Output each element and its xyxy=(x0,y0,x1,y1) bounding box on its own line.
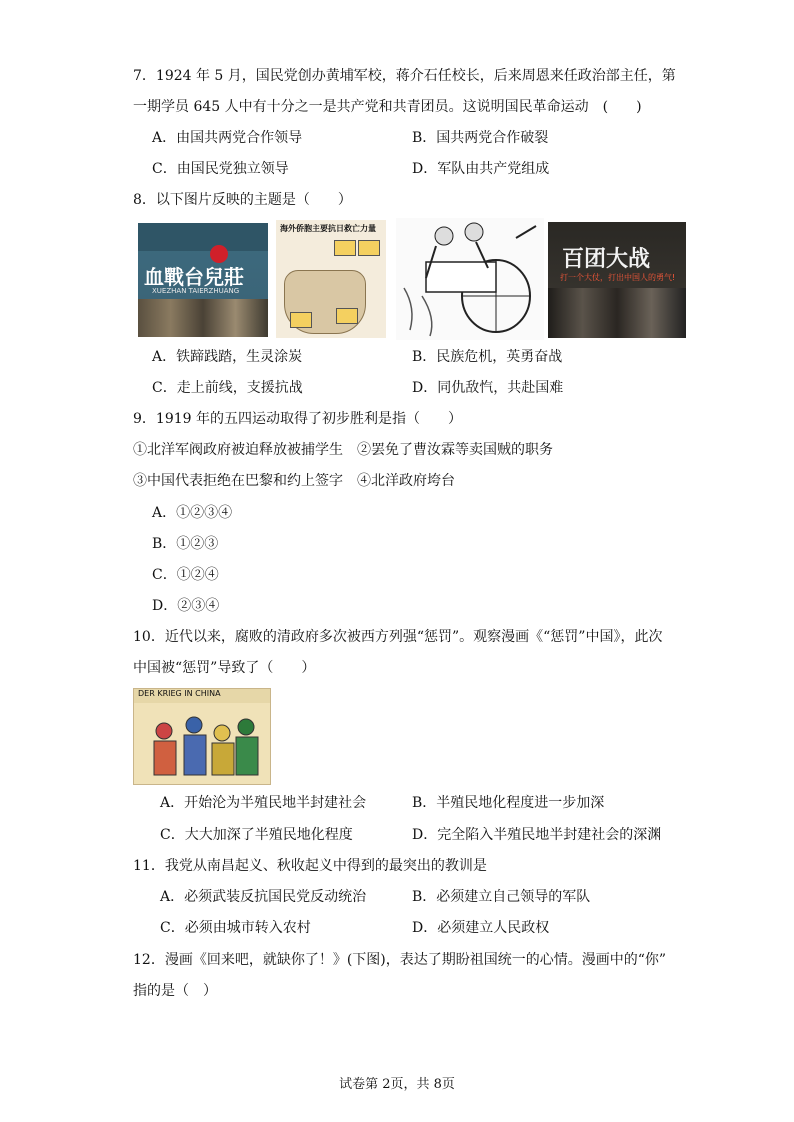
q8-option-a[interactable]: A．铁蹄践踏，生灵涂炭 xyxy=(152,349,303,365)
q10-image-war-in-china-cartoon xyxy=(133,688,271,785)
q12-stem-line1: 12．漫画《回来吧，就缺你了！》(下图)，表达了期盼祖国统一的心情。漫画中的“你” xyxy=(133,952,667,968)
q11-option-c[interactable]: C．必须由城市转入农村 xyxy=(160,920,311,936)
q9-option-d[interactable]: D．②③④ xyxy=(152,598,220,614)
cartoon-figures-drawing xyxy=(134,703,270,783)
q7-option-d[interactable]: D．军队由共产党组成 xyxy=(412,161,550,177)
fist-poster-box xyxy=(334,240,356,256)
q11-stem: 11．我党从南昌起义、秋收起义中得到的最突出的教训是 xyxy=(133,858,487,874)
fist-poster-box xyxy=(336,308,358,324)
q8-option-d[interactable]: D．同仇敌忾，共赴国难 xyxy=(412,380,564,396)
q8-option-b[interactable]: B．民族危机，英勇奋战 xyxy=(412,349,563,365)
q8-image-taierzhuang-poster xyxy=(138,223,268,337)
q8-image-roller-cartoon xyxy=(396,218,544,340)
poster-banner xyxy=(138,223,268,251)
q7-stem-line1: 7．1924 年 5 月，国民党创办黄埔军校，蒋介石任校长，后来周恩来任政治部主任，第 xyxy=(133,68,676,84)
q7-option-c[interactable]: C．由国民党独立领导 xyxy=(152,161,289,177)
q8-option-c[interactable]: C．走上前线，支援抗战 xyxy=(152,380,303,396)
q12-stem-line2: 指的是（ ） xyxy=(133,983,217,999)
poster-photo-strip xyxy=(138,299,268,337)
q7-option-a[interactable]: A．由国共两党合作领导 xyxy=(152,130,303,146)
q9-option-b[interactable]: B．①②③ xyxy=(152,536,219,552)
q7-stem-line2: 一期学员 645 人中有十分之一是共产党和共青团员。这说明国民革命运动 ( ) xyxy=(133,99,642,115)
q8-stem: 8．以下图片反映的主题是（ ） xyxy=(133,192,352,208)
q10-stem-line1: 10．近代以来，腐败的清政府多次被西方列强“惩罚”。观察漫画《“惩罚”中国》，此次 xyxy=(133,629,663,645)
fist-poster-header: 海外侨胞主要抗日救亡力量 xyxy=(280,224,376,233)
q9-option-a[interactable]: A．①②③④ xyxy=(152,505,233,521)
hundred-regiments-title: 百团大战 xyxy=(562,247,651,272)
q9-option-c[interactable]: C．①②④ xyxy=(152,567,219,583)
poster-subtitle: XUEZHAN TAIERZHUANG xyxy=(152,287,240,295)
cartoon-header: DER KRIEG IN CHINA xyxy=(134,689,270,703)
fist-poster-box xyxy=(290,312,312,328)
q11-option-d[interactable]: D．必须建立人民政权 xyxy=(412,920,550,936)
q9-items-line2: ③中国代表拒绝在巴黎和约上签字 ④北洋政府垮台 xyxy=(133,473,455,489)
q10-option-c[interactable]: C．大大加深了半殖民地化程度 xyxy=(160,827,353,843)
q11-option-a[interactable]: A．必须武装反抗国民党反动统治 xyxy=(160,889,367,905)
q9-items-line1: ①北洋军阀政府被迫释放被捕学生 ②罢免了曹汝霖等卖国贼的职务 xyxy=(133,442,553,458)
roller-cartoon-drawing xyxy=(396,218,544,340)
poster-title: 血戰台兒莊 xyxy=(144,265,244,289)
q9-stem: 9．1919 年的五四运动取得了初步胜利是指（ ） xyxy=(133,411,462,427)
fist-poster-box xyxy=(358,240,380,256)
q10-stem-line2: 中国被“惩罚”导致了（ ） xyxy=(133,660,316,676)
q10-option-a[interactable]: A．开始沦为半殖民地半封建社会 xyxy=(160,795,367,811)
q7-option-b[interactable]: B．国共两党合作破裂 xyxy=(412,130,549,146)
q10-option-b[interactable]: B．半殖民地化程度进一步加深 xyxy=(412,795,605,811)
q8-image-hundred-regiments-poster xyxy=(548,222,686,338)
hundred-regiments-subtitle: 打一个大仗，打出中国人的勇气! xyxy=(560,273,676,282)
q8-image-overseas-fist-poster xyxy=(276,220,386,338)
page-footer: 试卷第 2页，共 8页 xyxy=(339,1077,455,1092)
q11-option-b[interactable]: B．必须建立自己领导的军队 xyxy=(412,889,591,905)
q10-option-d[interactable]: D．完全陷入半殖民地半封建社会的深渊 xyxy=(412,827,662,843)
poster-crowd-photo xyxy=(548,288,686,338)
